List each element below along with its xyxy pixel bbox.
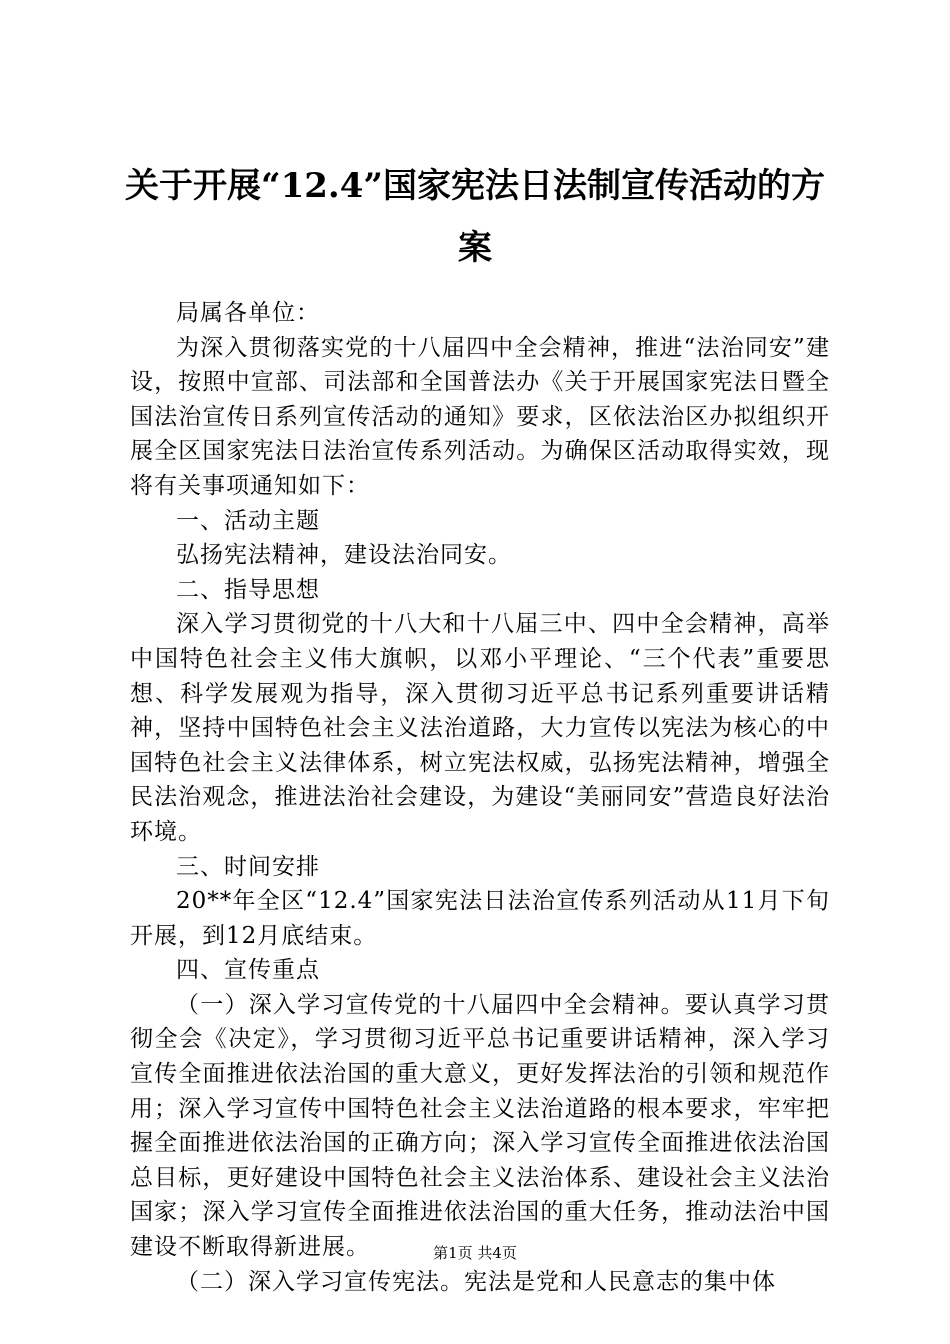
document-title: 关于开展“12.4”国家宪法日法制宣传活动的方案 (125, 166, 825, 268)
page-footer: 第1页 共4页 (433, 1244, 517, 1262)
focus-item-1: （一）深入学习宣传党的十八届四中全会精神。要认真学习贯彻全会《决定》，学习贯彻习近平总书记重要讲话精神，深入学习宣传全面推进依法治国的重大意义，更好发挥法治的引领和规范作用；深入学习宣传中国特色社会主义法治道路的根本要求，牢牢把握全面推进依法治国的正确方向；深入学习宣传全面推进依法治国总目标，更好建设中国特色社会主义法治体系、建设社会主义法治国家；深入学习宣传全面推进依法治国的重大任务，推动法治中国建设不断取得新进展。 (130, 991, 830, 1261)
section-heading-focus: 四、宣传重点 (176, 957, 320, 984)
section-heading-schedule: 三、时间安排 (176, 853, 320, 880)
schedule-paragraph: 20**年全区“12.4”国家宪法日法治宣传系列活动从11月下旬开展，到12月底结束。 (130, 888, 830, 949)
theme-paragraph: 弘扬宪法精神，建设法治同安。 (176, 542, 512, 569)
document-body (130, 296, 830, 1299)
guiding-thought-paragraph: 深入学习贯彻党的十八大和十八届三中、四中全会精神，高举中国特色社会主义伟大旗帜，以邓小平理论、“三个代表”重要思想、科学发展观为指导，深入贯彻习近平总书记系列重要讲话精神，坚持中国特色社会主义法治道路，大力宣传以宪法为核心的中国特色社会主义法律体系，树立宪法权威，弘扬宪法精神，增强全民法治观念，推进法治社会建设，为建设“美丽同安”营造良好法治环境。 (130, 611, 830, 845)
salutation: 局属各单位： (176, 300, 320, 326)
focus-item-2: （二）深入学习宣传宪法。宪法是党和人民意志的集中体 (176, 1268, 776, 1295)
section-heading-theme: 一、活动主题 (176, 507, 320, 534)
intro-paragraph: 为深入贯彻落实党的十八届四中全会精神，推进“法治同安”建设，按照中宣部、司法部和全国普法办《关于开展国家宪法日暨全国法治宣传日系列宣传活动的通知》要求，区依法治区办拟组织开展全区国家宪法日法治宣传系列活动。为确保区活动取得实效，现将有关事项通知如下： (130, 334, 830, 499)
section-heading-guiding-thought: 二、指导思想 (176, 576, 320, 603)
